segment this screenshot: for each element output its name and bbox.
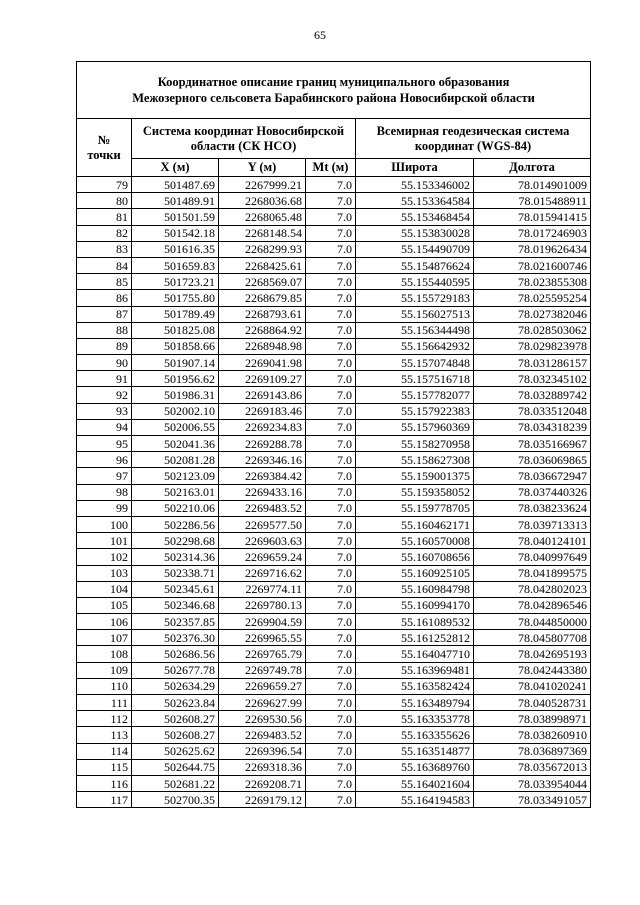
longitude-cell: 78.025595254 [474, 290, 591, 306]
latitude-cell: 55.160708656 [356, 549, 474, 565]
x-cell: 502677.78 [132, 662, 219, 678]
mt-cell: 7.0 [306, 419, 356, 435]
longitude-cell: 78.015941415 [474, 209, 591, 225]
longitude-cell: 78.038998971 [474, 711, 591, 727]
table-row [77, 225, 591, 241]
mt-cell: 7.0 [306, 322, 356, 338]
longitude-cell: 78.015488911 [474, 193, 591, 209]
table-row [77, 549, 591, 565]
latitude-cell: 55.157960369 [356, 419, 474, 435]
latitude-cell: 55.154490709 [356, 241, 474, 257]
point-number-cell: 102 [77, 549, 132, 565]
mt-cell: 7.0 [306, 403, 356, 419]
point-number-cell: 80 [77, 193, 132, 209]
latitude-cell: 55.157782077 [356, 387, 474, 403]
mt-cell: 7.0 [306, 597, 356, 613]
header-point-number: № точки [77, 119, 132, 177]
latitude-cell: 55.163689760 [356, 759, 474, 775]
y-cell: 2268679.85 [219, 290, 306, 306]
point-number-cell: 101 [77, 533, 132, 549]
y-cell: 2269208.71 [219, 775, 306, 791]
latitude-cell: 55.158270958 [356, 436, 474, 452]
point-number-cell: 114 [77, 743, 132, 759]
longitude-cell: 78.028503062 [474, 322, 591, 338]
x-cell: 502625.62 [132, 743, 219, 759]
latitude-cell: 55.161252812 [356, 630, 474, 646]
y-cell: 2269483.52 [219, 727, 306, 743]
mt-cell: 7.0 [306, 371, 356, 387]
table-row [77, 403, 591, 419]
longitude-cell: 78.042695193 [474, 646, 591, 662]
latitude-cell: 55.163355626 [356, 727, 474, 743]
point-number-cell: 97 [77, 468, 132, 484]
mt-cell: 7.0 [306, 257, 356, 273]
header-y: Y (м) [219, 159, 306, 177]
longitude-cell: 78.040997649 [474, 549, 591, 565]
point-number-cell: 113 [77, 727, 132, 743]
point-number-cell: 99 [77, 500, 132, 516]
y-cell: 2268948.98 [219, 338, 306, 354]
x-cell: 502634.29 [132, 678, 219, 694]
mt-cell: 7.0 [306, 533, 356, 549]
point-number-cell: 94 [77, 419, 132, 435]
point-number-cell: 108 [77, 646, 132, 662]
x-cell: 502123.09 [132, 468, 219, 484]
latitude-cell: 55.163582424 [356, 678, 474, 694]
table-row [77, 743, 591, 759]
table-row [77, 533, 591, 549]
latitude-cell: 55.163514877 [356, 743, 474, 759]
y-cell: 2269318.36 [219, 759, 306, 775]
point-number-cell: 112 [77, 711, 132, 727]
mt-cell: 7.0 [306, 290, 356, 306]
y-cell: 2268148.54 [219, 225, 306, 241]
table-row [77, 516, 591, 532]
latitude-cell: 55.155440595 [356, 274, 474, 290]
table-row [77, 727, 591, 743]
y-cell: 2268569.07 [219, 274, 306, 290]
mt-cell: 7.0 [306, 274, 356, 290]
latitude-cell: 55.157922383 [356, 403, 474, 419]
x-cell: 502376.30 [132, 630, 219, 646]
longitude-cell: 78.039713313 [474, 516, 591, 532]
point-number-cell: 90 [77, 355, 132, 371]
mt-cell: 7.0 [306, 646, 356, 662]
longitude-cell: 78.038260910 [474, 727, 591, 743]
table-row [77, 581, 591, 597]
point-number-cell: 104 [77, 581, 132, 597]
longitude-cell: 78.029823978 [474, 338, 591, 354]
longitude-cell: 78.034318239 [474, 419, 591, 435]
x-cell: 502163.01 [132, 484, 219, 500]
latitude-cell: 55.156642932 [356, 338, 474, 354]
x-cell: 501907.14 [132, 355, 219, 371]
x-cell: 501723.21 [132, 274, 219, 290]
table-row [77, 274, 591, 290]
longitude-cell: 78.045807708 [474, 630, 591, 646]
mt-cell: 7.0 [306, 630, 356, 646]
longitude-cell: 78.032889742 [474, 387, 591, 403]
header-x: X (м) [132, 159, 219, 177]
longitude-cell: 78.040124101 [474, 533, 591, 549]
latitude-cell: 55.163489794 [356, 695, 474, 711]
point-number-cell: 92 [77, 387, 132, 403]
title-line-1: Координатное описание границ муниципального образования [157, 75, 510, 89]
point-number-cell: 91 [77, 371, 132, 387]
y-cell: 2269530.56 [219, 711, 306, 727]
mt-cell: 7.0 [306, 500, 356, 516]
table-row [77, 484, 591, 500]
table-row [77, 452, 591, 468]
latitude-cell: 55.156344498 [356, 322, 474, 338]
y-cell: 2269627.99 [219, 695, 306, 711]
mt-cell: 7.0 [306, 662, 356, 678]
table-row [77, 371, 591, 387]
mt-cell: 7.0 [306, 468, 356, 484]
latitude-cell: 55.164194583 [356, 792, 474, 808]
mt-cell: 7.0 [306, 306, 356, 322]
table-row [77, 387, 591, 403]
y-cell: 2268793.61 [219, 306, 306, 322]
x-cell: 502623.84 [132, 695, 219, 711]
table-row [77, 662, 591, 678]
header-wgs-system: Всемирная геодезическая система координат (WGS-84) [356, 119, 591, 159]
x-cell: 501616.35 [132, 241, 219, 257]
x-cell: 501858.66 [132, 338, 219, 354]
x-cell: 502686.56 [132, 646, 219, 662]
point-number-cell: 116 [77, 775, 132, 791]
x-cell: 502286.56 [132, 516, 219, 532]
latitude-cell: 55.159778705 [356, 500, 474, 516]
y-cell: 2269143.86 [219, 387, 306, 403]
latitude-cell: 55.156027513 [356, 306, 474, 322]
mt-cell: 7.0 [306, 225, 356, 241]
table-row [77, 419, 591, 435]
y-cell: 2269483.52 [219, 500, 306, 516]
table-row [77, 630, 591, 646]
mt-cell: 7.0 [306, 678, 356, 694]
longitude-cell: 78.027382046 [474, 306, 591, 322]
mt-cell: 7.0 [306, 338, 356, 354]
mt-cell: 7.0 [306, 581, 356, 597]
latitude-cell: 55.159001375 [356, 468, 474, 484]
header-latitude: Широта [356, 159, 474, 177]
x-cell: 501755.80 [132, 290, 219, 306]
longitude-cell: 78.031286157 [474, 355, 591, 371]
x-cell: 502006.55 [132, 419, 219, 435]
latitude-cell: 55.157516718 [356, 371, 474, 387]
y-cell: 2269179.12 [219, 792, 306, 808]
y-cell: 2269780.13 [219, 597, 306, 613]
latitude-cell: 55.160984798 [356, 581, 474, 597]
latitude-cell: 55.160570008 [356, 533, 474, 549]
table-row [77, 759, 591, 775]
longitude-cell: 78.033512048 [474, 403, 591, 419]
point-number-cell: 117 [77, 792, 132, 808]
coordinates-table [76, 61, 591, 808]
x-cell: 501542.18 [132, 225, 219, 241]
latitude-cell: 55.160925105 [356, 565, 474, 581]
point-number-cell: 83 [77, 241, 132, 257]
mt-cell: 7.0 [306, 355, 356, 371]
table-row [77, 306, 591, 322]
header-mt: Mt (м) [306, 159, 356, 177]
title-line-2: Межозерного сельсовета Барабинского района Новосибирской области [132, 91, 535, 105]
table-row [77, 500, 591, 516]
y-cell: 2269716.62 [219, 565, 306, 581]
latitude-cell: 55.163353778 [356, 711, 474, 727]
latitude-cell: 55.164047710 [356, 646, 474, 662]
table-row [77, 290, 591, 306]
y-cell: 2268036.68 [219, 193, 306, 209]
longitude-cell: 78.036897369 [474, 743, 591, 759]
longitude-cell: 78.042802023 [474, 581, 591, 597]
x-cell: 501487.69 [132, 177, 219, 193]
point-number-cell: 95 [77, 436, 132, 452]
table-row [77, 597, 591, 613]
x-cell: 502298.68 [132, 533, 219, 549]
x-cell: 502346.68 [132, 597, 219, 613]
mt-cell: 7.0 [306, 193, 356, 209]
x-cell: 502210.06 [132, 500, 219, 516]
y-cell: 2269749.78 [219, 662, 306, 678]
latitude-cell: 55.155729183 [356, 290, 474, 306]
table-row [77, 614, 591, 630]
longitude-cell: 78.036069865 [474, 452, 591, 468]
longitude-cell: 78.019626434 [474, 241, 591, 257]
x-cell: 502644.75 [132, 759, 219, 775]
mt-cell: 7.0 [306, 436, 356, 452]
table-row [77, 338, 591, 354]
point-number-cell: 82 [77, 225, 132, 241]
table-body [77, 177, 591, 808]
point-number-cell: 115 [77, 759, 132, 775]
table-row [77, 711, 591, 727]
longitude-cell: 78.041899575 [474, 565, 591, 581]
point-number-cell: 89 [77, 338, 132, 354]
longitude-cell: 78.035166967 [474, 436, 591, 452]
point-number-cell: 100 [77, 516, 132, 532]
mt-cell: 7.0 [306, 775, 356, 791]
latitude-cell: 55.153830028 [356, 225, 474, 241]
point-number-cell: 96 [77, 452, 132, 468]
y-cell: 2268864.92 [219, 322, 306, 338]
mt-cell: 7.0 [306, 387, 356, 403]
table-row [77, 695, 591, 711]
point-number-cell: 98 [77, 484, 132, 500]
y-cell: 2269288.78 [219, 436, 306, 452]
y-cell: 2269659.24 [219, 549, 306, 565]
longitude-cell: 78.014901009 [474, 177, 591, 193]
point-number-cell: 110 [77, 678, 132, 694]
mt-cell: 7.0 [306, 209, 356, 225]
header-longitude: Долгота [474, 159, 591, 177]
latitude-cell: 55.154876624 [356, 257, 474, 273]
table-title [77, 62, 591, 119]
longitude-cell: 78.035672013 [474, 759, 591, 775]
table-row [77, 775, 591, 791]
mt-cell: 7.0 [306, 549, 356, 565]
latitude-cell: 55.157074848 [356, 355, 474, 371]
x-cell: 501489.91 [132, 193, 219, 209]
latitude-cell: 55.158627308 [356, 452, 474, 468]
point-number-cell: 109 [77, 662, 132, 678]
mt-cell: 7.0 [306, 516, 356, 532]
latitude-cell: 55.161089532 [356, 614, 474, 630]
y-cell: 2269904.59 [219, 614, 306, 630]
latitude-cell: 55.153364584 [356, 193, 474, 209]
mt-cell: 7.0 [306, 614, 356, 630]
x-cell: 501789.49 [132, 306, 219, 322]
longitude-cell: 78.038233624 [474, 500, 591, 516]
y-cell: 2269041.98 [219, 355, 306, 371]
latitude-cell: 55.163969481 [356, 662, 474, 678]
longitude-cell: 78.023855308 [474, 274, 591, 290]
point-number-cell: 86 [77, 290, 132, 306]
mt-cell: 7.0 [306, 177, 356, 193]
table-row [77, 646, 591, 662]
y-cell: 2267999.21 [219, 177, 306, 193]
mt-cell: 7.0 [306, 759, 356, 775]
mt-cell: 7.0 [306, 711, 356, 727]
point-number-cell: 107 [77, 630, 132, 646]
y-cell: 2269433.16 [219, 484, 306, 500]
longitude-cell: 78.017246903 [474, 225, 591, 241]
mt-cell: 7.0 [306, 792, 356, 808]
point-number-cell: 106 [77, 614, 132, 630]
x-cell: 502608.27 [132, 727, 219, 743]
point-number-cell: 111 [77, 695, 132, 711]
mt-cell: 7.0 [306, 452, 356, 468]
y-cell: 2268425.61 [219, 257, 306, 273]
mt-cell: 7.0 [306, 484, 356, 500]
point-number-cell: 105 [77, 597, 132, 613]
table-row [77, 209, 591, 225]
y-cell: 2269659.27 [219, 678, 306, 694]
y-cell: 2269234.83 [219, 419, 306, 435]
longitude-cell: 78.032345102 [474, 371, 591, 387]
point-number-cell: 93 [77, 403, 132, 419]
y-cell: 2269183.46 [219, 403, 306, 419]
latitude-cell: 55.160994170 [356, 597, 474, 613]
table-row [77, 177, 591, 193]
longitude-cell: 78.040528731 [474, 695, 591, 711]
y-cell: 2269396.54 [219, 743, 306, 759]
x-cell: 502700.35 [132, 792, 219, 808]
table-row [77, 468, 591, 484]
table-row [77, 257, 591, 273]
table-row [77, 678, 591, 694]
point-number-cell: 79 [77, 177, 132, 193]
x-cell: 501659.83 [132, 257, 219, 273]
latitude-cell: 55.159358052 [356, 484, 474, 500]
latitude-cell: 55.160462171 [356, 516, 474, 532]
mt-cell: 7.0 [306, 565, 356, 581]
longitude-cell: 78.033491057 [474, 792, 591, 808]
y-cell: 2269965.55 [219, 630, 306, 646]
y-cell: 2268299.93 [219, 241, 306, 257]
longitude-cell: 78.036672947 [474, 468, 591, 484]
point-number-cell: 84 [77, 257, 132, 273]
x-cell: 501986.31 [132, 387, 219, 403]
longitude-cell: 78.021600746 [474, 257, 591, 273]
longitude-cell: 78.037440326 [474, 484, 591, 500]
longitude-cell: 78.042443380 [474, 662, 591, 678]
latitude-cell: 55.153346002 [356, 177, 474, 193]
mt-cell: 7.0 [306, 727, 356, 743]
y-cell: 2268065.48 [219, 209, 306, 225]
x-cell: 502345.61 [132, 581, 219, 597]
y-cell: 2269774.11 [219, 581, 306, 597]
x-cell: 501825.08 [132, 322, 219, 338]
x-cell: 502081.28 [132, 452, 219, 468]
point-number-cell: 88 [77, 322, 132, 338]
x-cell: 502357.85 [132, 614, 219, 630]
header-local-system: Система координат Новосибирской области (СК НСО) [132, 119, 356, 159]
y-cell: 2269765.79 [219, 646, 306, 662]
x-cell: 502608.27 [132, 711, 219, 727]
x-cell: 501501.59 [132, 209, 219, 225]
longitude-cell: 78.044850000 [474, 614, 591, 630]
page-number: 65 [314, 28, 326, 42]
point-number-cell: 87 [77, 306, 132, 322]
y-cell: 2269109.27 [219, 371, 306, 387]
latitude-cell: 55.164021604 [356, 775, 474, 791]
table-row [77, 792, 591, 808]
table-row [77, 193, 591, 209]
longitude-cell: 78.033954044 [474, 775, 591, 791]
table-row [77, 436, 591, 452]
point-number-cell: 103 [77, 565, 132, 581]
y-cell: 2269603.63 [219, 533, 306, 549]
mt-cell: 7.0 [306, 241, 356, 257]
y-cell: 2269346.16 [219, 452, 306, 468]
x-cell: 502338.71 [132, 565, 219, 581]
y-cell: 2269384.42 [219, 468, 306, 484]
table-row [77, 322, 591, 338]
mt-cell: 7.0 [306, 695, 356, 711]
point-number-cell: 81 [77, 209, 132, 225]
mt-cell: 7.0 [306, 743, 356, 759]
point-number-cell: 85 [77, 274, 132, 290]
x-cell: 501956.62 [132, 371, 219, 387]
table-row [77, 355, 591, 371]
y-cell: 2269577.50 [219, 516, 306, 532]
x-cell: 502041.36 [132, 436, 219, 452]
table-row [77, 565, 591, 581]
longitude-cell: 78.041020241 [474, 678, 591, 694]
table-row [77, 241, 591, 257]
x-cell: 502002.10 [132, 403, 219, 419]
x-cell: 502314.36 [132, 549, 219, 565]
latitude-cell: 55.153468454 [356, 209, 474, 225]
x-cell: 502681.22 [132, 775, 219, 791]
longitude-cell: 78.042896546 [474, 597, 591, 613]
